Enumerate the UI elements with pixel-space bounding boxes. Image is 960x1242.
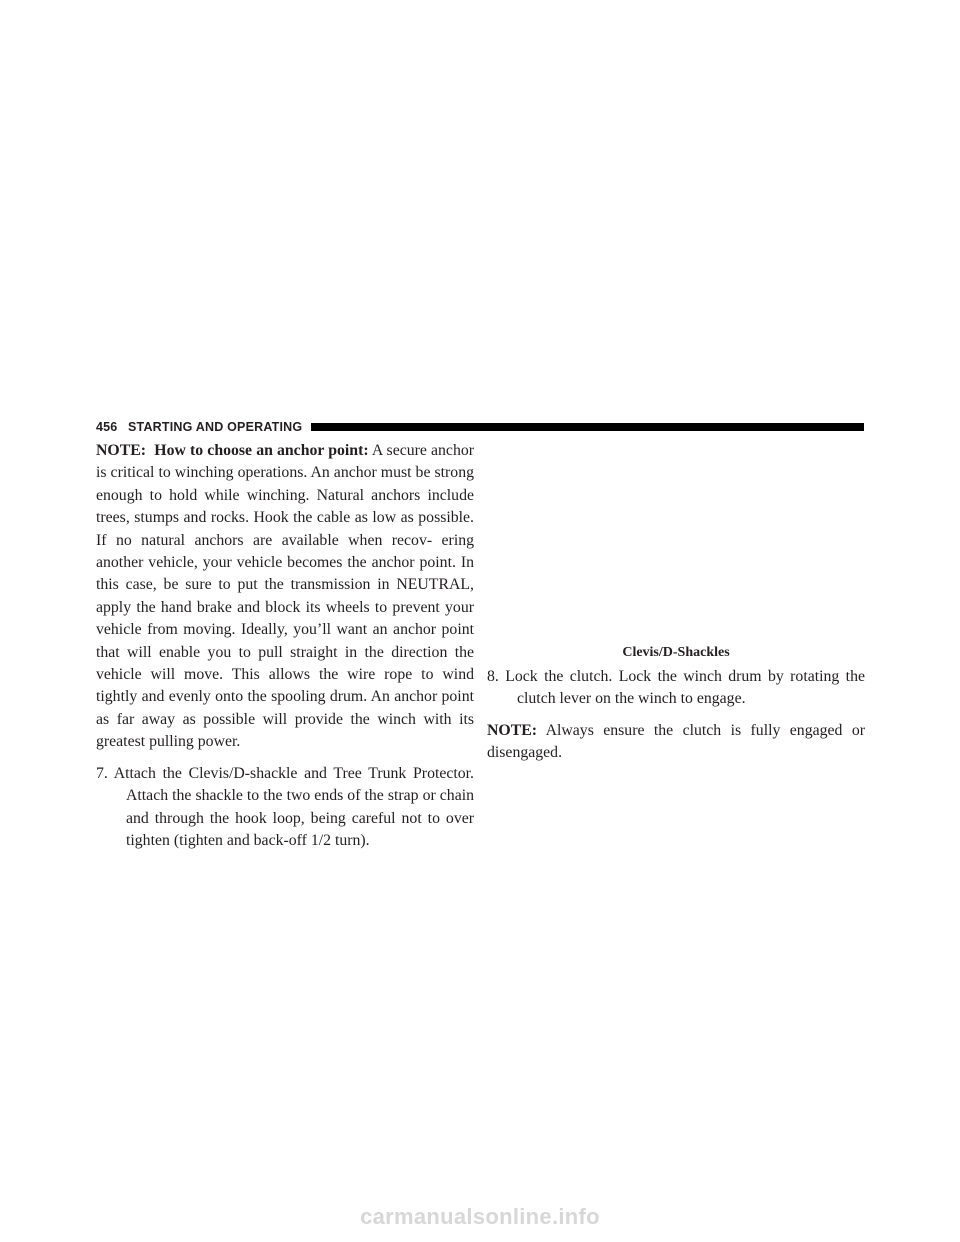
header-rule bbox=[311, 423, 864, 431]
figure-clevis-shackles bbox=[487, 440, 865, 642]
note-heading: How to choose an anchor point: bbox=[154, 442, 369, 459]
right-column bbox=[487, 440, 865, 765]
clutch-note-label: NOTE: bbox=[487, 721, 538, 739]
page-number: 456 bbox=[96, 420, 118, 434]
step-8-text: Lock the clutch. Lock the winch drum by rotating the clutch lever on the winch to engage. bbox=[505, 668, 865, 708]
anchor-note bbox=[96, 440, 474, 754]
step-8 bbox=[487, 666, 865, 711]
clutch-note-text: Always ensure the clutch is fully engaged or disengaged. bbox=[487, 721, 865, 762]
note-label: NOTE: bbox=[96, 442, 147, 459]
figure-image bbox=[487, 440, 865, 642]
figure-caption: Clevis/D-Shackles bbox=[622, 645, 730, 660]
step-8-number: 8. bbox=[487, 668, 499, 685]
step-7-text: Attach the Clevis/D-shackle and Tree Trunk Protector. Attach the shackle to the two ends of the strap or chain and through the hook loop, being careful not to over tighten (tighten and back-off 1/2 turn). bbox=[113, 764, 475, 849]
clutch-note bbox=[487, 720, 865, 765]
site-watermark: carmanualsonline.info bbox=[360, 1204, 600, 1229]
note-body: A secure anchor is critical to winching operations. An anchor must be strong enough to hold while winching. Natural anchors include trees, stumps and rocks. Hook the cable as low as possible. If no natural anchors are available when recov- ering another vehicle, your vehicle becomes the anchor point. In this case, be sure to put the transmission in NEUTRAL, apply the hand brake and block its wheels to prevent your vehicle from moving. Ideally, you’ll want an anchor point that will enable you to pull straight in the direction the vehicle will move. This allows the wire rope to wind tightly and evenly onto the spooling drum. An anchor point as far away as possible will provide the winch with its greatest pulling power. bbox=[96, 442, 475, 751]
left-column bbox=[96, 440, 474, 852]
step-7-number: 7. bbox=[96, 764, 108, 782]
page-header bbox=[96, 418, 864, 436]
step-7 bbox=[96, 763, 474, 853]
section-title: STARTING AND OPERATING bbox=[128, 420, 303, 434]
